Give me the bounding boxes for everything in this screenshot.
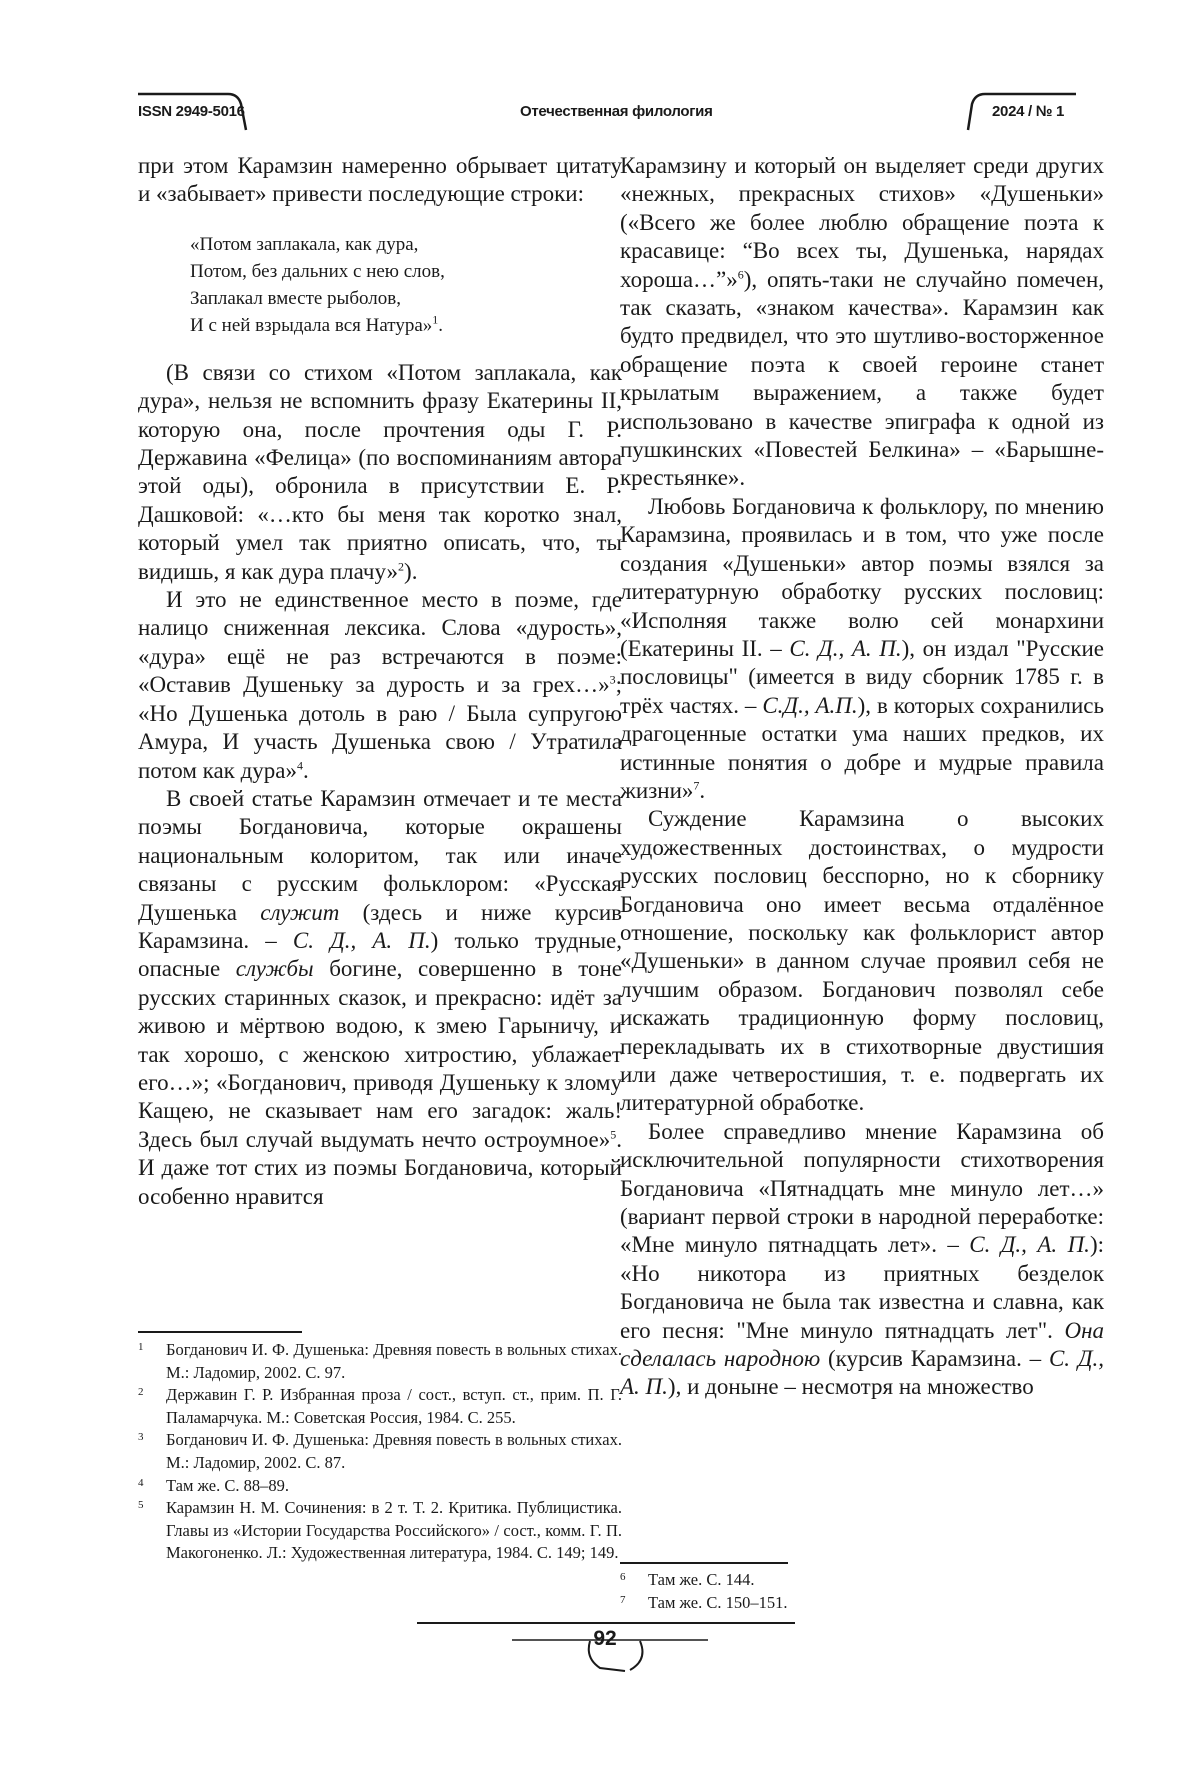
- journal-title: Отечественная филология: [520, 103, 713, 120]
- footnote-ref: 4: [297, 757, 303, 772]
- poem-line: Заплакал вместе рыболов,: [190, 287, 401, 309]
- issn-label: ISSN 2949-5016: [138, 103, 245, 120]
- paragraph: (В связи со стихом «Потом заплакала, как дура», нельзя не вспомнить фразу Екатерины II, которую она, после прочтения оды Г. Р. Державина «Фелица» (по воспоминаниям автора этой оды), обронила в присутствии Е. Р. Дашковой: «…кто бы меня так коротко знал, который умел так приятно описать, что, ты видишь, я как дура плачу»$^2$).: [138, 359, 622, 584]
- paragraph: И это не единственное место в поэме, где налицо сниженная лексика. Слова «дурость», «дура» ещё не раз встречаются в поэме: «Оставив Душеньку за дурость и за грех…»$^3$; «Но Душенька дотоль в раю / Была супругою Амура, И участь Душенька свою / Утратила потом как дура»$^4$.: [138, 587, 622, 783]
- paragraph: Карамзину и который он выделяет среди других «нежных, прекрасных стихов» «Душеньки» («Всего же более люблю обращение поэта к красавице: “Во всех ты, Душенька, нарядах хороша…”»$^6$), опять-таки не случайно помечен, так сказать, «знаком качества». Карамзин как будто предвидел, что это шутливо-восторженное обращение поэта к своей героине станет крылатым выражением, а также будет использовано в качестве эпиграфа к одной из пушкинских «Повестей Белкина» – «Барышне-крестьянке».: [620, 153, 1104, 491]
- footnote-ref: 5: [610, 1127, 617, 1142]
- footnote: 4 Там же. С. 88–89.: [138, 1475, 289, 1495]
- paragraph: Суждение Карамзина о высоких художественных достоинствах, о мудрости русских пословиц бесспорно, но к сборнику Богдановича оно имеет весьма отдалённое отношение, поскольку как фольклорист автор «Душеньки» в данном случае проявил себя не лучшим образом. Богданович позволял себе искажать традиционную форму пословиц, перекладывать их в стихотворные двустишия или даже четверостишия, т. е. подвергать их литературной обработке.: [620, 806, 1104, 1116]
- paragraph: при этом Карамзин намеренно обрывает цитату и «забывает» привести последующие строки:: [138, 153, 622, 207]
- page-number: 92: [593, 1627, 617, 1650]
- footnote-ref: 7: [693, 778, 700, 793]
- footnote-rule: [620, 1562, 788, 1564]
- footnote: 3 Богданович И. Ф. Душенька: Древняя повесть в вольных стихах. М.: Ладомир, 2002. С. 87.: [138, 1430, 622, 1472]
- left-column: [138, 152, 622, 1211]
- paragraph: Более справедливо мнение Карамзина об исключительной популярности стихотворения Богдановича «Пятнадцать мне минуло лет…» (вариант первой строки в народной переработке: «Мне минуло пятнадцать лет». – С. Д., А. П.): «Но никотора из приятных безделок Богдановича не была так известна и славна, как его песня: "Мне минуло пятнадцать лет". Она сделалась народною (курсив Карамзина. – С. Д., А. П.), и доныне – несмотря на множество: [620, 1118, 1104, 1400]
- footnotes-right: [620, 1569, 1104, 1614]
- footnote-rule: [138, 1331, 302, 1333]
- footnote: 6 Там же. С. 144.: [620, 1570, 755, 1589]
- footnote: 5 Карамзин Н. М. Сочинения: в 2 т. Т. 2. Критика. Публицистика. Главы из «Истории Государства Российского» / сост., комм. Г. П. Макогоненко. Л.: Художественная литература, 1984. С. 149; 149.: [138, 1498, 622, 1563]
- footnote: 1 Богданович И. Ф. Душенька: Древняя повесть в вольных стихах. М.: Ладомир, 2002. С. 97.: [138, 1340, 622, 1382]
- footnote: 2 Державин Г. Р. Избранная проза / сост., вступ. ст., прим. П. Г. Паламарчука. М.: Советская Россия, 1984. С. 255.: [138, 1385, 622, 1427]
- poem-line: «Потом заплакала, как дура,: [190, 233, 419, 255]
- footnote-ref: 1: [432, 312, 439, 327]
- footnote-ref: 6: [737, 266, 744, 281]
- footnotes-left: [138, 1339, 622, 1565]
- footnote-ref: 3: [609, 672, 616, 687]
- poem-quote: [138, 231, 622, 339]
- right-column: [620, 152, 1104, 1402]
- issue-label: 2024 / № 1: [992, 103, 1065, 120]
- footnote: 7 Там же. С. 150–151.: [620, 1592, 788, 1612]
- footnote-ref: 2: [398, 559, 405, 573]
- paragraph: Любовь Богдановича к фольклору, по мнению Карамзина, проявилась и в том, что уже после создания «Душеньки» автор поэмы взялся за литературную обработку русских пословиц: «Исполняя также волю сей монархини (Екатерины II. – С. Д., А. П.), он издал "Русские пословицы" (имеется в виду сборник 1785 г. в трёх частях. – С.Д., А.П.), в которых сохранились драгоценные остатки ума наших предков, их истинные понятия о добре и мудрые правила жизни»$^7$.: [620, 493, 1104, 803]
- paragraph: В своей статье Карамзин отмечает и те места поэмы Богдановича, которые окрашены национальным колоритом, так или иначе связаны с русским фольклором: «Русская Душенька служит (здесь и ниже курсив Карамзина. – С. Д., А. П.) только трудные, опасные службы богине, совершенно в тоне русских старинных сказок, и прекрасно: идёт за живою и мёртвою водою, к змею Гарыничу, и так хорошо, с женскою хитростию, ублажает его…»; «Богданович, приводя Душеньку к злому Кащею, не сказывает нам его загадок: жаль! Здесь был случай выдумать нечто остроумное»$^5$. И даже тот стих из поэмы Богдановича, который особенно нравится: [138, 785, 622, 1209]
- poem-line: Потом, без дальних с нею слов,: [190, 260, 445, 282]
- poem-line: И с ней взрыдала вся Натура»$^1$.: [190, 312, 444, 336]
